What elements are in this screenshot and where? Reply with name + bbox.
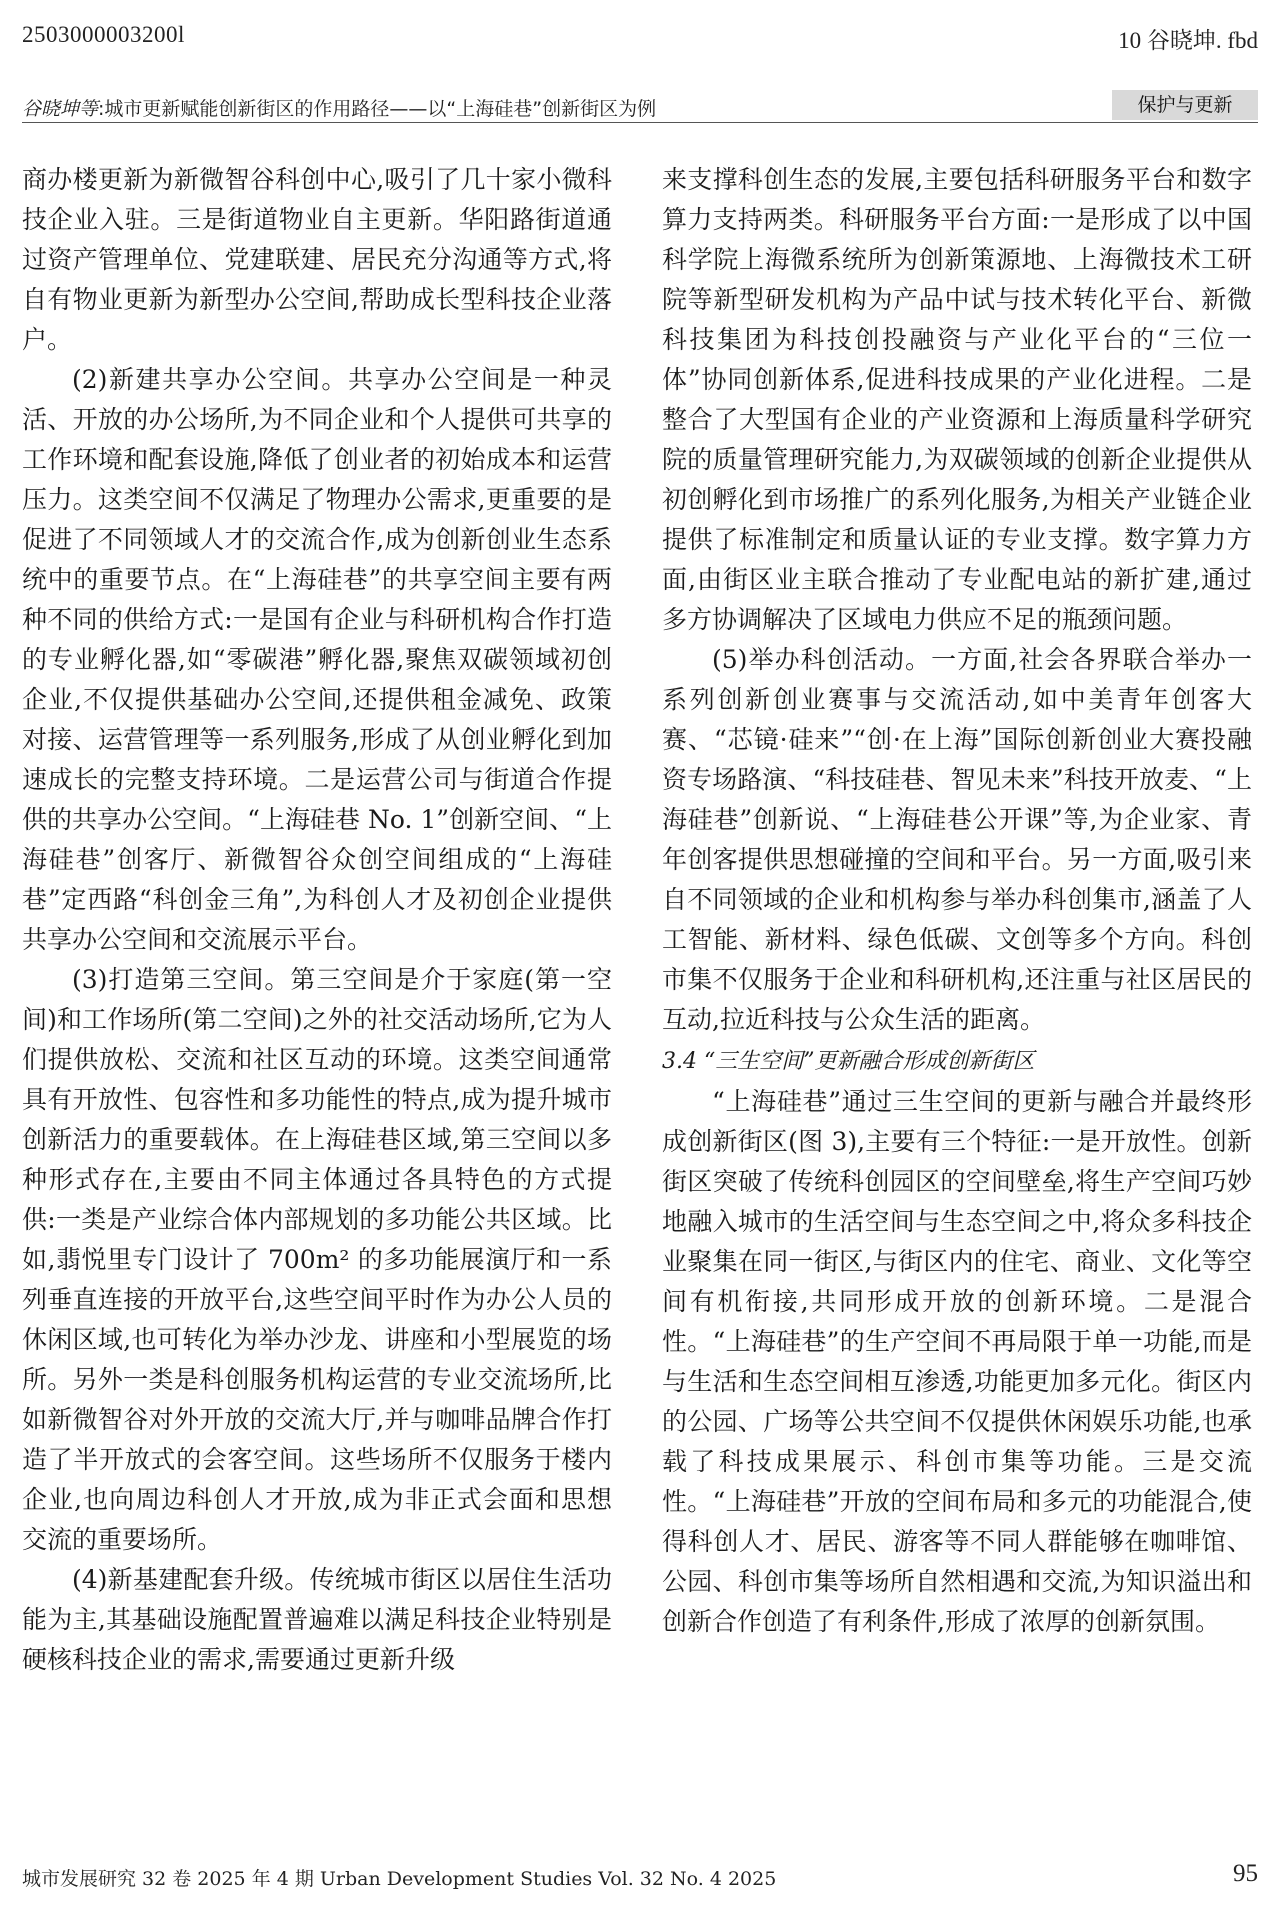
right-column (662, 160, 1252, 1642)
paragraph: 来支撑科创生态的发展,主要包括科研服务平台和数字算力支持两类。科研服务平台方面:一是形成了以中国科学院上海微系统所为创新策源地、上海微技术工研院等新型研发机构为产品中试与技术转化平台、新微科技集团为科技创投融资与产业化平台的“三位一体”协同创新体系,促进科技成果的产业化进程。二是整合了大型国有企业的产业资源和上海质量科学研究院的质量管理研究能力,为双碳领域的创新企业提供从初创孵化到市场推广的系列化服务,为相关产业链企业提供了标准制定和质量认证的专业支撑。数字算力方面,由街区业主联合推动了专业配电站的新扩建,通过多方协调解决了区域电力供应不足的瓶颈问题。 (662, 165, 1252, 634)
paragraph: (2)新建共享办公空间。共享办公空间是一种灵活、开放的办公场所,为不同企业和个人提供可共享的工作环境和配套设施,降低了创业者的初始成本和运营压力。这类空间不仅满足了物理办公需求,更重要的是促进了不同领域人才的交流合作,成为创新创业生态系统中的重要节点。在“上海硅巷”的共享空间主要有两种不同的供给方式:一是国有企业与科研机构合作打造的专业孵化器,如“零碳港”孵化器,聚焦双碳领域初创企业,不仅提供基础办公空间,还提供租金减免、政策对接、运营管理等一系列服务,形成了从创业孵化到加速成长的完整支持环境。二是运营公司与街道合作提供的共享办公空间。“上海硅巷 No. 1”创新空间、“上海硅巷”创客厅、新微智谷众创空间组成的“上海硅巷”定西路“科创金三角”,为科创人才及初创企业提供共享办公空间和交流展示平台。 (22, 365, 612, 954)
paragraph: 商办楼更新为新微智谷科创中心,吸引了几十家小微科技企业入驻。三是街道物业自主更新。华阳路街道通过资产管理单位、党建联建、居民充分沟通等方式,将自有物业更新为新型办公空间,帮助成长型科技企业落户。 (22, 165, 612, 354)
running-head-authors: 谷晓坤等 (22, 98, 99, 120)
paragraph: (5)举办科创活动。一方面,社会各界联合举办一系列创新创业赛事与交流活动,如中美青年创客大赛、“芯镜·硅来”“创·在上海”国际创新创业大赛投融资专场路演、“科技硅巷、智见未来”科技开放麦、“上海硅巷”创新说、“上海硅巷公开课”等,为企业家、青年创客提供思想碰撞的空间和平台。另一方面,吸引来自不同领域的企业和机构参与举办科创集市,涵盖了人工智能、新材料、绿色低碳、文创等多个方向。科创市集不仅服务于企业和科研机构,还注重与社区居民的互动,拉近科技与公众生活的距离。 (662, 645, 1252, 1034)
section-label: 保护与更新 (1112, 90, 1258, 120)
paragraph: “上海硅巷”通过三生空间的更新与融合并最终形成创新街区(图 3),主要有三个特征:一是开放性。创新街区突破了传统科创园区的空间壁垒,将生产空间巧妙地融入城市的生活空间与生态空间之中,将众多科技企业聚集在同一街区,与街区内的住宅、商业、文化等空间有机衔接,共同形成开放的创新环境。二是混合性。“上海硅巷”的生产空间不再局限于单一功能,而是与生活和生态空间相互渗透,功能更加多元化。街区内的公园、广场等公共空间不仅提供休闲娱乐功能,也承载了科技成果展示、科创市集等功能。三是交流性。“上海硅巷”开放的空间布局和多元的功能混合,使得科创人才、居民、游客等不同人群能够在咖啡馆、公园、科创市集等场所自然相遇和交流,为知识溢出和创新合作创造了有利条件,形成了浓厚的创新氛围。 (662, 1087, 1252, 1636)
section-heading: 3.4 “三生空间”更新融合形成创新街区 (662, 1049, 1035, 1074)
running-head-title (22, 94, 656, 121)
proof-file-name: 10 谷晓坤. fbd (1118, 28, 1258, 53)
paragraph: (4)新基建配套升级。传统城市街区以居住生活功能为主,其基础设施配置普遍难以满足科技企业特别是硬核科技企业的需求,需要通过更新升级 (22, 1565, 612, 1674)
paragraph: (3)打造第三空间。第三空间是介于家庭(第一空间)和工作场所(第二空间)之外的社交活动场所,它为人们提供放松、交流和社区互动的环境。这类空间通常具有开放性、包容性和多功能性的特点,成为提升城市创新活力的重要载体。在上海硅巷区域,第三空间以多种形式存在,主要由不同主体通过各具特色的方式提供:一类是产业综合体内部规划的多功能公共区域。比如,翡悦里专门设计了 700m² 的多功能展演厅和一系列垂直连接的开放平台,这些空间平时作为办公人员的休闲区域,也可转化为举办沙龙、讲座和小型展览的场所。另外一类是科创服务机构运营的专业交流场所,比如新微智谷对外开放的交流大厅,并与咖啡品牌合作打造了半开放式的会客空间。这些场所不仅服务于楼内企业,也向周边科创人才开放,成为非正式会面和思想交流的重要场所。 (22, 965, 612, 1554)
proof-job-id: 2503000003200l (22, 22, 185, 47)
page-footer (22, 1860, 1258, 1894)
proof-header (0, 0, 1280, 80)
page-number: 95 (1233, 1860, 1258, 1887)
running-head (22, 90, 1258, 123)
journal-citation: 城市发展研究 32 卷 2025 年 4 期 Urban Development Studies Vol. 32 No. 4 2025 (22, 1868, 777, 1890)
left-column (22, 160, 612, 1680)
running-head-article-title: :城市更新赋能创新街区的作用路径——以“上海硅巷”创新街区为例 (98, 98, 657, 120)
